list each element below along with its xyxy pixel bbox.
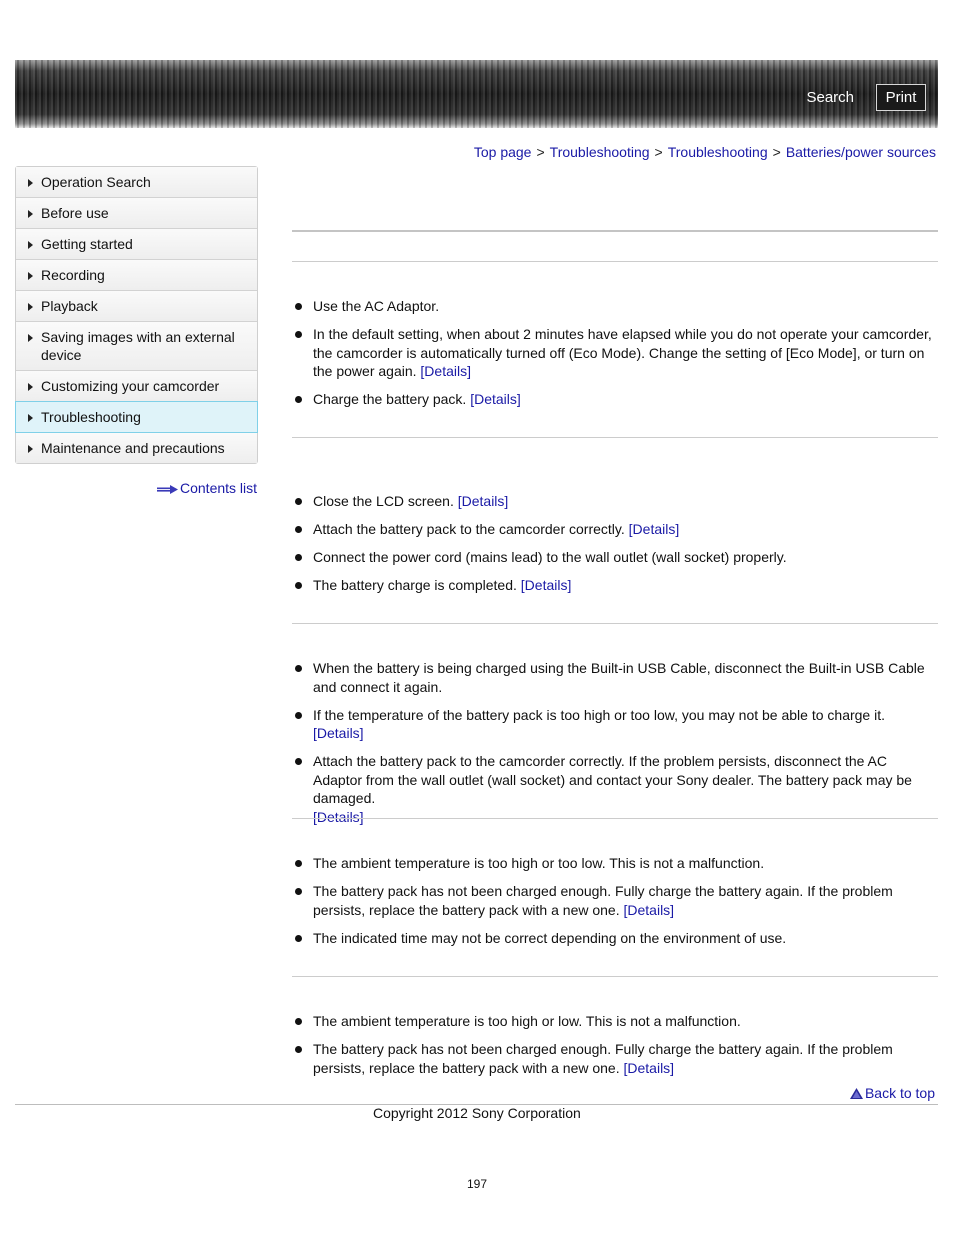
details-link[interactable]: [Details] bbox=[313, 725, 364, 741]
section-1 bbox=[292, 297, 938, 418]
sidebar-item-label: Playback bbox=[41, 298, 98, 314]
divider bbox=[292, 976, 938, 977]
sidebar-item-operation-search[interactable] bbox=[16, 167, 257, 198]
sidebar-item-customizing[interactable] bbox=[16, 371, 257, 402]
section-5 bbox=[292, 1012, 938, 1087]
triangle-right-icon bbox=[28, 210, 33, 218]
triangle-right-icon bbox=[28, 179, 33, 187]
list-item: The ambient temperature is too high or too low. This is not a malfunction. bbox=[292, 854, 938, 873]
list-item: Connect the power cord (mains lead) to the wall outlet (wall socket) properly. bbox=[292, 548, 938, 567]
sidebar-item-maintenance[interactable] bbox=[16, 433, 257, 463]
list-item: If the temperature of the battery pack is too high or too low, you may not be able to charge it. [Details] bbox=[292, 706, 938, 743]
back-to-top-link[interactable] bbox=[850, 1085, 935, 1101]
triangle-right-icon bbox=[28, 272, 33, 280]
sidebar-item-recording[interactable] bbox=[16, 260, 257, 291]
sidebar-item-troubleshooting[interactable] bbox=[15, 401, 258, 433]
copyright-text: Copyright 2012 Sony Corporation bbox=[373, 1105, 581, 1121]
section-2 bbox=[292, 492, 938, 604]
sidebar-item-label: Getting started bbox=[41, 236, 133, 252]
breadcrumb-troubleshooting-sub[interactable]: Troubleshooting bbox=[667, 144, 768, 160]
breadcrumb-batteries-power-sources[interactable]: Batteries/power sources bbox=[785, 144, 936, 160]
details-link[interactable]: [Details] bbox=[313, 808, 364, 825]
triangle-right-icon bbox=[28, 303, 33, 311]
list-item: In the default setting, when about 2 minutes have elapsed while you do not operate your camcorder, the camcorder is automatically turned off (Eco Mode). Change the setting of [Eco Mode], or turn on the power again. [Details] bbox=[292, 325, 938, 381]
details-link[interactable]: [Details] bbox=[457, 493, 509, 509]
sidebar-item-label: Recording bbox=[41, 267, 105, 283]
section-3 bbox=[292, 659, 938, 836]
list-item: Attach the battery pack to the camcorder correctly. [Details] bbox=[292, 520, 938, 539]
sidebar-nav bbox=[15, 166, 258, 464]
sidebar-item-playback[interactable] bbox=[16, 291, 257, 322]
list-item: Close the LCD screen. [Details] bbox=[292, 492, 938, 511]
sidebar-item-getting-started[interactable] bbox=[16, 229, 257, 260]
back-to-top-label: Back to top bbox=[864, 1085, 935, 1101]
list-item: The ambient temperature is too high or low. This is not a malfunction. bbox=[292, 1012, 938, 1031]
details-link[interactable]: [Details] bbox=[470, 391, 521, 407]
breadcrumb-troubleshooting[interactable]: Troubleshooting bbox=[549, 144, 650, 160]
triangle-right-icon bbox=[28, 334, 33, 342]
sidebar-item-label: Maintenance and precautions bbox=[41, 440, 225, 456]
main-content bbox=[292, 0, 938, 1235]
list-item: Attach the battery pack to the camcorder correctly. If the problem persists, disconnect the AC Adaptor from the wall outlet (wall socket) and contact your Sony dealer. The battery pack may be damaged. [Details] bbox=[292, 752, 938, 826]
contents-list-label: Contents list bbox=[180, 480, 258, 496]
contents-list-link[interactable] bbox=[157, 480, 257, 496]
details-link[interactable]: [Details] bbox=[623, 1059, 675, 1076]
section-4 bbox=[292, 854, 938, 957]
divider bbox=[292, 437, 938, 438]
list-item: The battery pack has not been charged enough. Fully charge the battery again. If the problem persists, replace the battery pack with a new one. [Details] bbox=[292, 1040, 938, 1077]
breadcrumb-separator: > bbox=[654, 144, 663, 160]
divider bbox=[292, 230, 938, 232]
list-item: The battery charge is completed. [Details] bbox=[292, 576, 938, 595]
list-item: The battery pack has not been charged enough. Fully charge the battery again. If the problem persists, replace the battery pack with a new one. [Details] bbox=[292, 882, 938, 919]
triangle-right-icon bbox=[28, 445, 33, 453]
arrow-right-icon bbox=[157, 485, 178, 494]
triangle-right-icon bbox=[28, 383, 33, 391]
list-item: When the battery is being charged using the Built-in USB Cable, disconnect the Built-in USB Cable and connect it again. bbox=[292, 659, 938, 696]
page-number: 197 bbox=[466, 1177, 488, 1191]
details-link[interactable]: [Details] bbox=[420, 363, 471, 379]
sidebar-item-label: Customizing your camcorder bbox=[41, 378, 220, 394]
breadcrumb-separator: > bbox=[536, 144, 545, 160]
sidebar-item-saving-images[interactable] bbox=[16, 322, 257, 371]
sidebar-item-label: Troubleshooting bbox=[41, 409, 141, 425]
divider bbox=[292, 818, 938, 819]
search-button[interactable]: Search bbox=[806, 89, 854, 106]
triangle-up-icon bbox=[850, 1088, 863, 1099]
list-item: Charge the battery pack. [Details] bbox=[292, 390, 938, 409]
print-button[interactable]: Print bbox=[876, 84, 926, 111]
details-link[interactable]: [Details] bbox=[628, 521, 680, 537]
triangle-right-icon bbox=[28, 241, 33, 249]
sidebar-item-before-use[interactable] bbox=[16, 198, 257, 229]
breadcrumb-top-page[interactable]: Top page bbox=[473, 144, 532, 160]
sidebar-item-label: Saving images with an external device bbox=[41, 329, 235, 363]
triangle-right-icon bbox=[28, 414, 33, 422]
divider bbox=[292, 261, 938, 262]
divider bbox=[292, 623, 938, 624]
details-link[interactable]: [Details] bbox=[520, 577, 572, 593]
details-link[interactable]: [Details] bbox=[623, 901, 675, 918]
list-item: The indicated time may not be correct depending on the environment of use. bbox=[292, 929, 938, 948]
sidebar-item-label: Operation Search bbox=[41, 174, 151, 190]
list-item: Use the AC Adaptor. bbox=[292, 297, 938, 316]
sidebar-item-label: Before use bbox=[41, 205, 109, 221]
breadcrumb-separator: > bbox=[772, 144, 781, 160]
